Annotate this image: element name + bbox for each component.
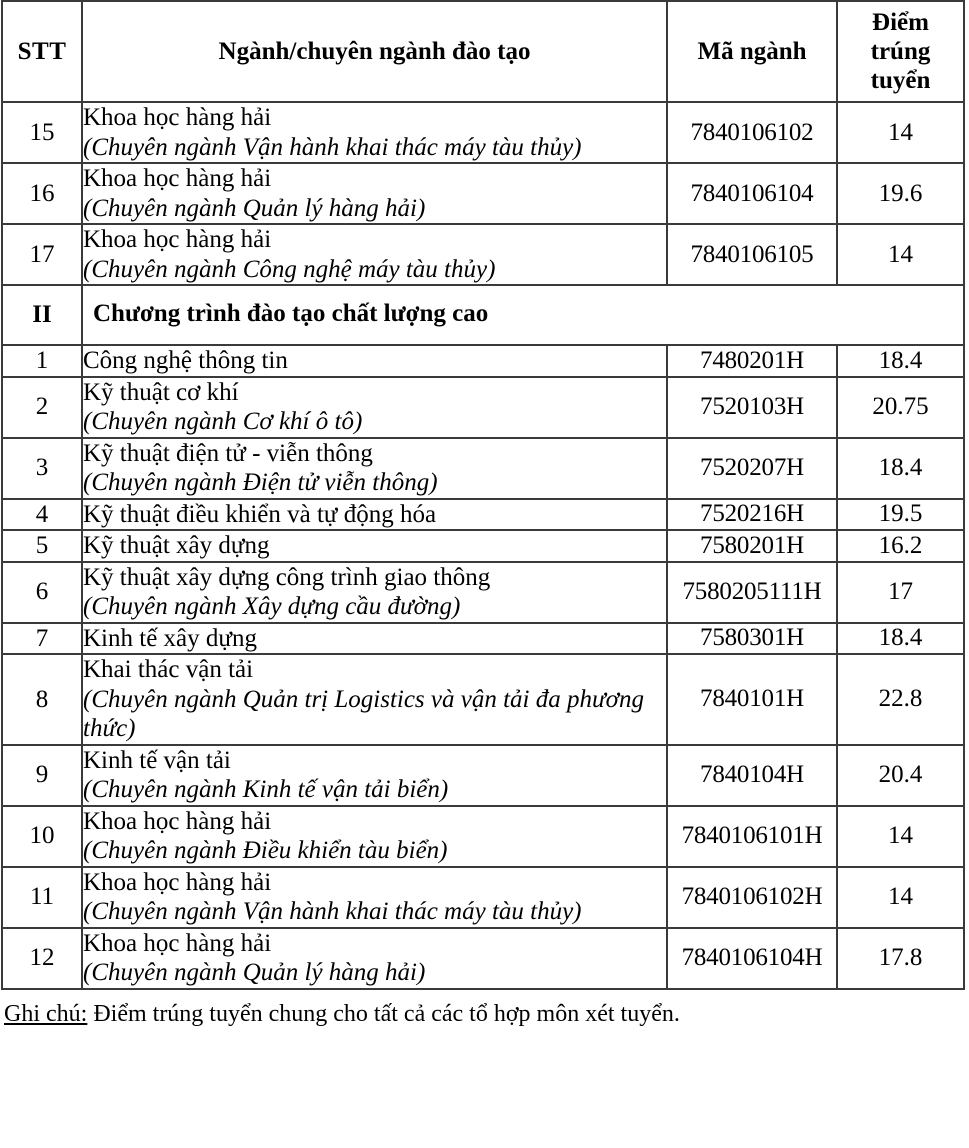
- row-major-specialization: (Chuyên ngành Công nghệ máy tàu thủy): [83, 255, 496, 283]
- row-major-name: Kinh tế xây dựng: [83, 624, 257, 652]
- row-major-name: Khai thác vận tải: [83, 656, 254, 683]
- row-major-code: 7840106102: [667, 102, 837, 163]
- row-major-code: 7840101H: [667, 654, 837, 745]
- column-header-code: Mã ngành: [667, 1, 837, 102]
- row-stt: 10: [2, 806, 82, 867]
- row-major: [82, 163, 667, 224]
- column-header-score: [837, 1, 964, 102]
- row-major: [82, 806, 667, 867]
- row-major-code: 7580205111H: [667, 562, 837, 623]
- row-major-name: Khoa học hàng hải: [83, 104, 272, 131]
- row-score: 19.5: [837, 499, 964, 531]
- row-score: 22.8: [837, 654, 964, 745]
- table-row: [2, 377, 964, 438]
- table-row: [2, 224, 964, 285]
- row-major-code: 7480201H: [667, 345, 837, 377]
- row-major-name: Công nghệ thông tin: [83, 347, 288, 374]
- row-major-code: 7840106102H: [667, 867, 837, 928]
- row-stt: 5: [2, 530, 82, 562]
- row-stt: 2: [2, 377, 82, 438]
- row-major-name: Kỹ thuật cơ khí: [83, 378, 239, 406]
- row-stt: 1: [2, 345, 82, 377]
- row-stt: 3: [2, 438, 82, 499]
- table-row: [2, 745, 964, 806]
- row-major: [82, 623, 667, 655]
- table-row: [2, 654, 964, 745]
- table-body: [2, 102, 964, 989]
- table-row: [2, 438, 964, 499]
- row-major-specialization: (Chuyên ngành Điện tử viễn thông): [83, 469, 438, 496]
- row-major-specialization: (Chuyên ngành Điều khiển tàu biển): [83, 837, 448, 864]
- row-stt: II: [2, 285, 82, 345]
- row-score: 18.4: [837, 623, 964, 655]
- row-score: 14: [837, 867, 964, 928]
- row-major: [82, 102, 667, 163]
- table-row: [2, 562, 964, 623]
- row-major-specialization: (Chuyên ngành Vận hành khai thác máy tàu thủy): [83, 133, 582, 161]
- row-major-name: Kỹ thuật điều khiển và tự động hóa: [83, 500, 437, 528]
- row-major-specialization: (Chuyên ngành Vận hành khai thác máy tàu thủy): [83, 898, 582, 925]
- row-major: [82, 224, 667, 285]
- table-row: [2, 345, 964, 377]
- row-major: [82, 745, 667, 806]
- row-score: 18.4: [837, 438, 964, 499]
- row-major-specialization: (Chuyên ngành Kinh tế vận tải biển): [83, 776, 449, 803]
- column-header-stt: STT: [2, 1, 82, 102]
- table-row: [2, 806, 964, 867]
- footer-note-text: Điểm trúng tuyển chung cho tất cả các tổ hợp môn xét tuyển.: [87, 1000, 680, 1027]
- row-stt: 12: [2, 928, 82, 989]
- row-score: 18.4: [837, 345, 964, 377]
- row-major: [82, 438, 667, 499]
- row-stt: 8: [2, 654, 82, 745]
- row-major-specialization: (Chuyên ngành Quản lý hàng hải): [83, 959, 426, 986]
- table-row: [2, 623, 964, 655]
- row-major-code: 7580301H: [667, 623, 837, 655]
- row-major-name: Khoa học hàng hải: [83, 226, 272, 253]
- row-major-code: 7580201H: [667, 530, 837, 562]
- row-major-name: Khoa học hàng hải: [83, 165, 272, 192]
- row-major-name: Khoa học hàng hải: [83, 807, 272, 835]
- row-major: [82, 867, 667, 928]
- row-stt: 4: [2, 499, 82, 531]
- row-score: 20.75: [837, 377, 964, 438]
- table-row: [2, 530, 964, 562]
- table-header-row: [2, 1, 964, 102]
- table-row: [2, 499, 964, 531]
- row-stt: 16: [2, 163, 82, 224]
- row-major-name: Kỹ thuật điện tử - viễn thông: [83, 439, 373, 467]
- row-major-code: 7840104H: [667, 745, 837, 806]
- row-major-code: 7840106104: [667, 163, 837, 224]
- column-header-score-line-2: trúng: [870, 38, 931, 65]
- row-major: [82, 530, 667, 562]
- row-score: 16.2: [837, 530, 964, 562]
- table-header: [2, 1, 964, 102]
- row-major-specialization: (Chuyên ngành Xây dựng cầu đường): [83, 593, 461, 620]
- table-row: [2, 102, 964, 163]
- column-header-score-line-3: tuyển: [870, 67, 931, 94]
- footer-note: [0, 990, 969, 1029]
- row-major-name: Kinh tế vận tải: [83, 746, 231, 774]
- table-row: [2, 867, 964, 928]
- row-major-name: Khoa học hàng hải: [83, 929, 272, 957]
- row-major-code: 7840106105: [667, 224, 837, 285]
- row-major-specialization: (Chuyên ngành Quản trị Logistics và vận tải đa phương thức): [83, 685, 644, 742]
- row-score: 14: [837, 806, 964, 867]
- row-major: [82, 928, 667, 989]
- table-row: [2, 285, 964, 345]
- row-major: [82, 345, 667, 377]
- row-major: [82, 377, 667, 438]
- row-major-specialization: (Chuyên ngành Cơ khí ô tô): [83, 408, 363, 435]
- row-major-name: Khoa học hàng hải: [83, 868, 272, 896]
- row-stt: 7: [2, 623, 82, 655]
- row-stt: 15: [2, 102, 82, 163]
- row-stt: 6: [2, 562, 82, 623]
- row-major-specialization: (Chuyên ngành Quản lý hàng hải): [83, 194, 426, 222]
- row-score: 14: [837, 224, 964, 285]
- row-major: [82, 562, 667, 623]
- row-score: 17.8: [837, 928, 964, 989]
- row-score: 20.4: [837, 745, 964, 806]
- row-major: [82, 499, 667, 531]
- footer-note-label: Ghi chú:: [4, 1000, 88, 1027]
- section-title: Chương trình đào tạo chất lượng cao: [82, 285, 964, 345]
- row-major-code: 7840106104H: [667, 928, 837, 989]
- table-row: [2, 928, 964, 989]
- column-header-score-line-1: Điểm: [872, 9, 929, 36]
- row-score: 19.6: [837, 163, 964, 224]
- row-major-name: Kỹ thuật xây dựng công trình giao thông: [83, 563, 491, 591]
- row-score: 17: [837, 562, 964, 623]
- row-stt: 17: [2, 224, 82, 285]
- row-stt: 11: [2, 867, 82, 928]
- row-stt: 9: [2, 745, 82, 806]
- row-major-code: 7520103H: [667, 377, 837, 438]
- row-major-code: 7840106101H: [667, 806, 837, 867]
- row-score: 14: [837, 102, 964, 163]
- row-major-code: 7520216H: [667, 499, 837, 531]
- row-major: [82, 654, 667, 745]
- admission-scores-table: [1, 0, 965, 990]
- column-header-major: Ngành/chuyên ngành đào tạo: [82, 1, 667, 102]
- row-major-name: Kỹ thuật xây dựng: [83, 532, 270, 559]
- table-row: [2, 163, 964, 224]
- row-major-code: 7520207H: [667, 438, 837, 499]
